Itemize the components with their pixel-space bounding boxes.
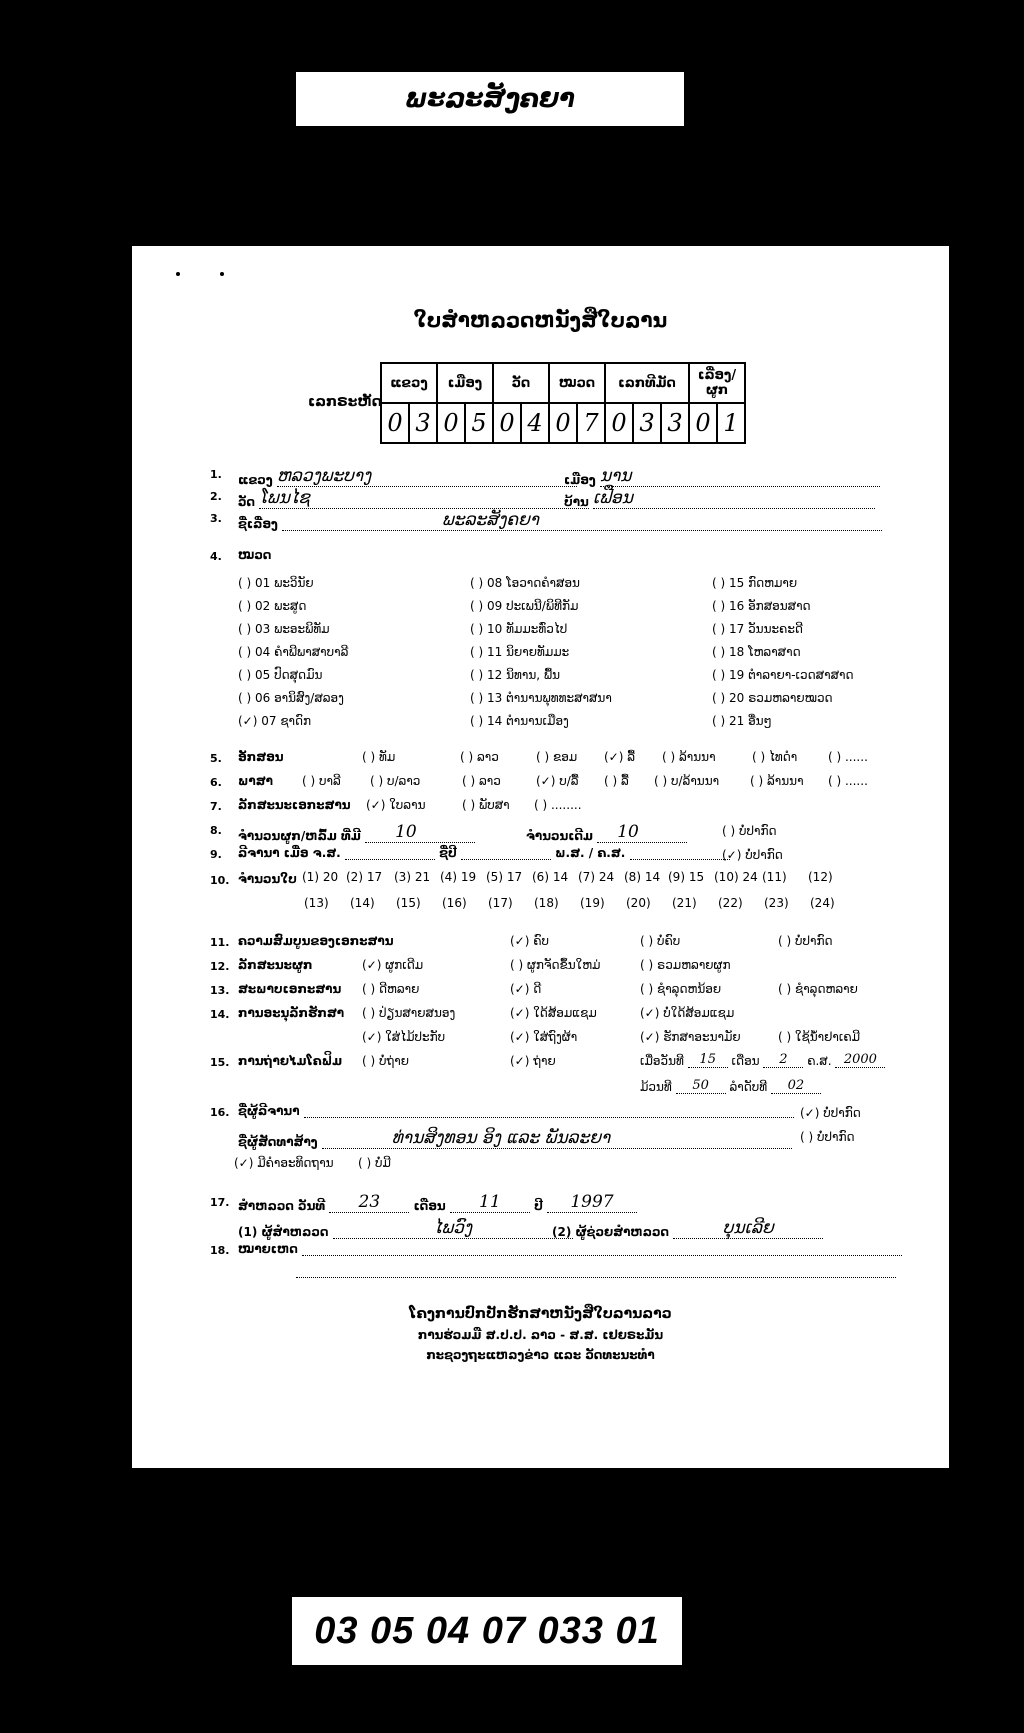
shot-label: ລຳດັບທີ: [729, 1080, 768, 1094]
conservation-option[interactable]: (✓) ຮັກສາອະນາມັຍ: [640, 1030, 741, 1044]
original-count-value: 10: [597, 822, 687, 843]
leaf-count: (2) 17: [346, 870, 383, 884]
leaf-count-label: ຈຳນວນໃບ: [238, 872, 297, 886]
completeness-option[interactable]: ( ) ບໍ່ປາກົດ: [778, 934, 833, 948]
leaf-count: (3) 21: [394, 870, 431, 884]
dedication-option[interactable]: ( ) ບໍ່ມີ: [358, 1156, 391, 1170]
category-option[interactable]: ( ) 02 ພະສູດ: [238, 599, 307, 613]
field-number: 4.: [210, 550, 222, 563]
leaf-count-row: [304, 896, 840, 910]
conservation-option[interactable]: (✓) ໃດ້ສ້ອມແຊມ: [510, 1006, 597, 1020]
code-digit: 4: [521, 403, 549, 443]
survey-date-label: ສຳຫລວດ ວັນທີ: [238, 1199, 326, 1213]
district-label: ເມືອງ: [564, 473, 596, 487]
roll-value: 50: [676, 1078, 726, 1094]
condition-option[interactable]: (✓) ດີ: [510, 982, 542, 996]
microfilm-label: ການຖ່າຍໄມໂຄຟິມ: [238, 1054, 343, 1068]
code-header: ວັດ: [493, 363, 549, 403]
category-option[interactable]: ( ) 01 ພະວິນັຍ: [238, 576, 314, 590]
remarks-label: ໝາຍເຫດ: [238, 1242, 298, 1256]
language-option[interactable]: ( ) ບາລີ: [302, 774, 341, 788]
field-number: 10.: [210, 874, 230, 887]
blank-line: [461, 859, 551, 860]
leaf-count-row: [302, 870, 838, 884]
leaf-count: (21): [672, 896, 697, 910]
era-label: ພ.ສ. / ຄ.ສ.: [555, 846, 626, 860]
footer-cooperation: ການຮ່ວມມື ສ.ປ.ປ. ລາວ - ສ.ສ. ເຢຍຣະມັນ: [417, 1328, 664, 1342]
leaf-count: (15): [396, 896, 421, 910]
title-value: ພະລະສັງຄຍາ: [282, 510, 882, 531]
leaf-count: (19): [580, 896, 605, 910]
year-label: ຄ.ສ.: [807, 1054, 832, 1068]
field-temple: [238, 488, 589, 509]
field-number: 9.: [210, 848, 222, 861]
field-province: [238, 466, 577, 487]
leaf-count: (9) 15: [668, 870, 705, 884]
conservation-option[interactable]: (✓) ບໍ່ໃດ້ສ້ອມແຊມ: [640, 1006, 735, 1020]
leaf-count: (13): [304, 896, 329, 910]
year-name-label: ຊື່ປີ: [439, 846, 457, 860]
microfilm-date: [640, 1052, 885, 1068]
microfilm-day: 15: [688, 1052, 728, 1068]
category-option[interactable]: ( ) 17 ວັນນະຄະດີ: [712, 622, 803, 636]
blank-line: [345, 859, 435, 860]
field-title: [238, 510, 882, 531]
code-header: ເລກທີມັດ: [605, 363, 689, 403]
scribe-field: [238, 1104, 794, 1118]
assistant-value: ບຸນເລີຍ: [673, 1218, 823, 1239]
leaf-count: (23): [764, 896, 789, 910]
code-digit: 0: [493, 403, 521, 443]
province-value: ຫລວງພະບາງ: [277, 466, 577, 487]
code-header: ເລື່ອງ/ຜູກ: [689, 363, 745, 403]
category-option[interactable]: ( ) 12 ນິທານ, ພື້ນ: [470, 668, 560, 682]
leaf-count: (12): [808, 870, 833, 884]
language-option[interactable]: ( ) ບ/ລາວ: [370, 774, 421, 788]
leaf-count: (8) 14: [624, 870, 661, 884]
remarks-line: [296, 1264, 896, 1278]
script-option[interactable]: ( ) ຂອມ: [536, 750, 578, 764]
bundle-type-option[interactable]: (✓) ຜູກເດີມ: [362, 958, 424, 972]
language-option[interactable]: ( ) ບ/ລ້ານນາ: [654, 774, 720, 788]
month-label: ເດືອນ: [731, 1054, 760, 1068]
scribe-not-shown[interactable]: (✓) ບໍ່ປາກົດ: [800, 1106, 861, 1120]
blank-line: [296, 1277, 896, 1278]
field-district: [564, 466, 880, 487]
code-header: ແຂວງ: [381, 363, 437, 403]
category-option[interactable]: ( ) 15 ກົດຫມາຍ: [712, 576, 798, 590]
script-option[interactable]: ( ) ທັມ: [362, 750, 396, 764]
code-label: ເລກຣະຫັດ: [308, 394, 382, 410]
category-label: ໝວດ: [238, 548, 272, 562]
category-option[interactable]: ( ) 13 ຕຳນານພຸທທະສາສນາ: [470, 691, 612, 705]
microfilm-roll: [640, 1078, 821, 1094]
survey-year: 1997: [547, 1192, 637, 1213]
conservation-option[interactable]: ( ) ໃຊ້ນ້ຳຢາເຄມີ: [778, 1030, 861, 1044]
dot-mark: [176, 272, 180, 276]
assistant-label: (2) ຜູ້ຊ່ວຍສຳຫລວດ: [552, 1225, 670, 1239]
bundle-count-value: 10: [365, 822, 475, 843]
field-number: 16.: [210, 1106, 230, 1119]
not-shown-option[interactable]: (✓) ບໍ່ປາກົດ: [722, 848, 783, 862]
field-number: 13.: [210, 984, 230, 997]
sponsor-label: ຊື່ຜູ້ສັດທາສ້າງ: [238, 1135, 318, 1149]
category-option[interactable]: ( ) 03 ພະອະພິທັມ: [238, 622, 330, 636]
village-label: ບ້ານ: [564, 495, 589, 509]
code-digit: 0: [605, 403, 633, 443]
leaf-count: (24): [810, 896, 835, 910]
category-option[interactable]: (✓) 07 ຊາດົກ: [238, 714, 312, 728]
leaf-count: (22): [718, 896, 743, 910]
surveyor-field: [238, 1218, 573, 1239]
category-column: [470, 572, 612, 733]
bundle-type-option[interactable]: ( ) ຜູກຈັດຂຶ້ນໃຫມ່: [510, 958, 601, 972]
material-option[interactable]: (✓) ໃບລານ: [366, 798, 426, 812]
code-digit: 3: [633, 403, 661, 443]
field-number: 17.: [210, 1196, 230, 1209]
field-number: 8.: [210, 824, 222, 837]
microfilm-year: 2000: [835, 1052, 885, 1068]
category-option[interactable]: ( ) 10 ທັມມະທົ່ວໄປ: [470, 622, 568, 636]
language-option[interactable]: ( ) ລ້ານນາ: [750, 774, 804, 788]
field-number: 12.: [210, 960, 230, 973]
date-label: ເມື່ອວັນທີ: [640, 1054, 684, 1068]
code-header: ໝວດ: [549, 363, 605, 403]
bundle-count-field: [238, 822, 475, 843]
survey-month-label: ເດືອນ: [413, 1199, 446, 1213]
category-column: [712, 572, 854, 733]
category-option[interactable]: ( ) 06 ອານິສົງ/ສລອງ: [238, 691, 344, 705]
condition-option[interactable]: ( ) ຊຳລຸດຫລາຍ: [778, 982, 858, 996]
footer-project: ໂຄງການປົກປັກຮັກສາຫນັງສືໃບລານລາວ: [409, 1306, 672, 1322]
roll-label: ມ້ວນທີ: [640, 1080, 672, 1094]
sponsor-not-shown[interactable]: ( ) ບໍ່ປາກົດ: [800, 1130, 855, 1144]
leaf-count: (5) 17: [486, 870, 523, 884]
leaf-count: (6) 14: [532, 870, 569, 884]
leaf-count: (4) 19: [440, 870, 477, 884]
field-number: 1.: [210, 468, 222, 481]
condition-option[interactable]: ( ) ດີຫລາຍ: [362, 982, 420, 996]
temple-label: ວັດ: [238, 495, 256, 509]
inscription-field: [238, 846, 730, 860]
condition-label: ສະພາບເອກະສານ: [238, 982, 342, 996]
microfilm-option[interactable]: ( ) ບໍ່ຖ່າຍ: [362, 1054, 409, 1068]
inscription-label: ລີຈານາ ເມື່ອ ຈ.ສ.: [238, 846, 341, 860]
code-digit: 5: [465, 403, 493, 443]
conservation-option[interactable]: (✓) ໃສ່ຖົງຜ້າ: [510, 1030, 578, 1044]
completeness-option[interactable]: (✓) ຄົບ: [510, 934, 549, 948]
code-digit: 1: [717, 403, 745, 443]
leaf-count: (17): [488, 896, 513, 910]
conservation-label: ການອະນຸລັກຮັກສາ: [238, 1006, 345, 1020]
code-digit: 3: [409, 403, 437, 443]
footer-code-label: 03 05 04 07 033 01: [292, 1597, 682, 1665]
title-label: ຊື່ເລື່ອງ: [238, 517, 278, 531]
leaf-count: (11): [762, 870, 787, 884]
remarks-field: [238, 1242, 902, 1256]
field-number: 15.: [210, 1056, 230, 1069]
category-option[interactable]: ( ) 16 ອັກສອນສາດ: [712, 599, 811, 613]
leaf-count: (10) 24: [714, 870, 758, 884]
field-number: 11.: [210, 936, 230, 949]
completeness-label: ຄວາມສົມບູນຂອງເອກະສານ: [238, 934, 394, 948]
script-label: ອັກສອນ: [238, 750, 284, 764]
field-number: 3.: [210, 512, 222, 525]
survey-year-label: ປີ: [534, 1199, 543, 1213]
leaf-count: (18): [534, 896, 559, 910]
microfilm-month: 2: [763, 1052, 803, 1068]
material-label: ລັກສະນະເອກະສານ: [238, 798, 351, 812]
code-digit: 7: [577, 403, 605, 443]
completeness-option[interactable]: ( ) ບໍ່ຄົບ: [640, 934, 681, 948]
condition-option[interactable]: ( ) ຊຳລຸດຫນ້ອຍ: [640, 982, 722, 996]
field-number: 6.: [210, 776, 222, 789]
language-option[interactable]: (✓) ບ/ລື້: [536, 774, 579, 788]
dedication-option[interactable]: (✓) ມີຄຳອະທິດຖານ: [234, 1156, 334, 1170]
leaf-count: (7) 24: [578, 870, 615, 884]
assistant-field: [552, 1218, 823, 1239]
category-option[interactable]: ( ) 04 ຄຳພີພາສາບາລີ: [238, 645, 349, 659]
survey-form-sheet: [132, 246, 949, 1468]
bundle-count-label: ຈຳນວນຜູກ/ຫລົ້ມ ທີ່ມີ: [238, 829, 361, 843]
language-option[interactable]: ( ) ລື້: [604, 774, 629, 788]
category-option[interactable]: ( ) 14 ຕຳນານເມືອງ: [470, 714, 569, 728]
script-option[interactable]: ( ) ......: [828, 750, 868, 764]
sponsor-field: [238, 1128, 792, 1149]
shot-value: 02: [771, 1078, 821, 1094]
code-header: ເມືອງ: [437, 363, 493, 403]
field-number: 7.: [210, 800, 222, 813]
category-option[interactable]: ( ) 08 ໂອວາດຄຳສອນ: [470, 576, 580, 590]
conservation-option[interactable]: (✓) ໃສ່ໄມ້ປະກັບ: [362, 1030, 446, 1044]
footer-ministry: ກະຊວງຖະແຫລງຂ່າວ ແລະ ວັດທະນະທຳ: [426, 1348, 655, 1362]
category-option[interactable]: ( ) 11 ນິຍາຍທັມມະ: [470, 645, 570, 659]
not-shown-option[interactable]: ( ) ບໍ່ປາກົດ: [722, 824, 777, 838]
code-digit: 3: [661, 403, 689, 443]
microfilm-option[interactable]: (✓) ຖ່າຍ: [510, 1054, 556, 1068]
bundle-type-option[interactable]: ( ) ຣວມຫລາຍຜູກ: [640, 958, 731, 972]
field-number: 2.: [210, 490, 222, 503]
code-digit: 0: [689, 403, 717, 443]
village-value: ເຟືອນ: [593, 488, 875, 509]
survey-month: 11: [450, 1192, 530, 1213]
language-option[interactable]: ( ) ......: [828, 774, 868, 788]
field-number: 18.: [210, 1244, 230, 1257]
language-label: ພາສາ: [238, 774, 273, 788]
sponsor-value: ທ່ານສິງທອນ ອິງ ແລະ ພັນລະຍາ: [322, 1128, 792, 1149]
form-title: ໃບສຳຫລວດຫນັງສືໃບລານ: [413, 308, 668, 332]
conservation-option[interactable]: ( ) ປ່ຽນສາຍສນອງ: [362, 1006, 456, 1020]
blank-line: [302, 1255, 902, 1256]
bundle-type-label: ລັກສະນະຜູກ: [238, 958, 313, 972]
category-option[interactable]: ( ) 18 ໂຫລາສາດ: [712, 645, 801, 659]
category-option[interactable]: ( ) 21 ອື່ນໆ: [712, 714, 772, 728]
code-table: [380, 362, 746, 444]
survey-date: [238, 1192, 637, 1213]
category-option[interactable]: ( ) 05 ປົດສຸດມົນ: [238, 668, 323, 682]
material-option[interactable]: ( ) ພັບສາ: [462, 798, 510, 812]
leaf-count: (14): [350, 896, 375, 910]
surveyor-label: (1) ຜູ້ສຳຫລວດ: [238, 1225, 329, 1239]
surveyor-value: ໄພວົງ: [333, 1218, 573, 1239]
blank-line: [304, 1117, 794, 1118]
scribe-label: ຊື່ຜູ້ລີຈານາ: [238, 1104, 300, 1118]
category-column: [238, 572, 348, 733]
field-number: 5.: [210, 752, 222, 765]
survey-day: 23: [329, 1192, 409, 1213]
script-option[interactable]: ( ) ລາວ: [460, 750, 499, 764]
temple-value: ໂພນໄຊ: [259, 488, 589, 509]
original-count-label: ຈຳນວນເດີມ: [526, 829, 594, 843]
code-digit: 0: [549, 403, 577, 443]
leaf-count: (20): [626, 896, 651, 910]
category-option[interactable]: ( ) 19 ຕຳລາຍາ-ເວດສາສາດ: [712, 668, 854, 682]
leaf-count: (1) 20: [302, 870, 339, 884]
province-label: ແຂວງ: [238, 473, 273, 487]
code-digit: 0: [437, 403, 465, 443]
dot-mark: [220, 272, 224, 276]
language-option[interactable]: ( ) ລາວ: [462, 774, 501, 788]
script-option[interactable]: (✓) ລື້: [604, 750, 636, 764]
field-number: 14.: [210, 1008, 230, 1021]
district-value: ນານ: [600, 466, 880, 487]
category-option[interactable]: ( ) 09 ປະເພນີ/ພິທີກັມ: [470, 599, 579, 613]
leaf-count: (16): [442, 896, 467, 910]
original-count-field: [526, 822, 687, 843]
code-digit: 0: [381, 403, 409, 443]
script-option[interactable]: ( ) ໄທດຳ: [752, 750, 798, 764]
material-option[interactable]: ( ) ........: [534, 798, 582, 812]
header-label: ພະລະສັງຄຍາ: [296, 72, 684, 126]
category-option[interactable]: ( ) 20 ຣວມຫລາຍໝວດ: [712, 691, 833, 705]
script-option[interactable]: ( ) ລ້ານນາ: [662, 750, 716, 764]
field-village: [564, 488, 875, 509]
blank-line: [630, 859, 730, 860]
